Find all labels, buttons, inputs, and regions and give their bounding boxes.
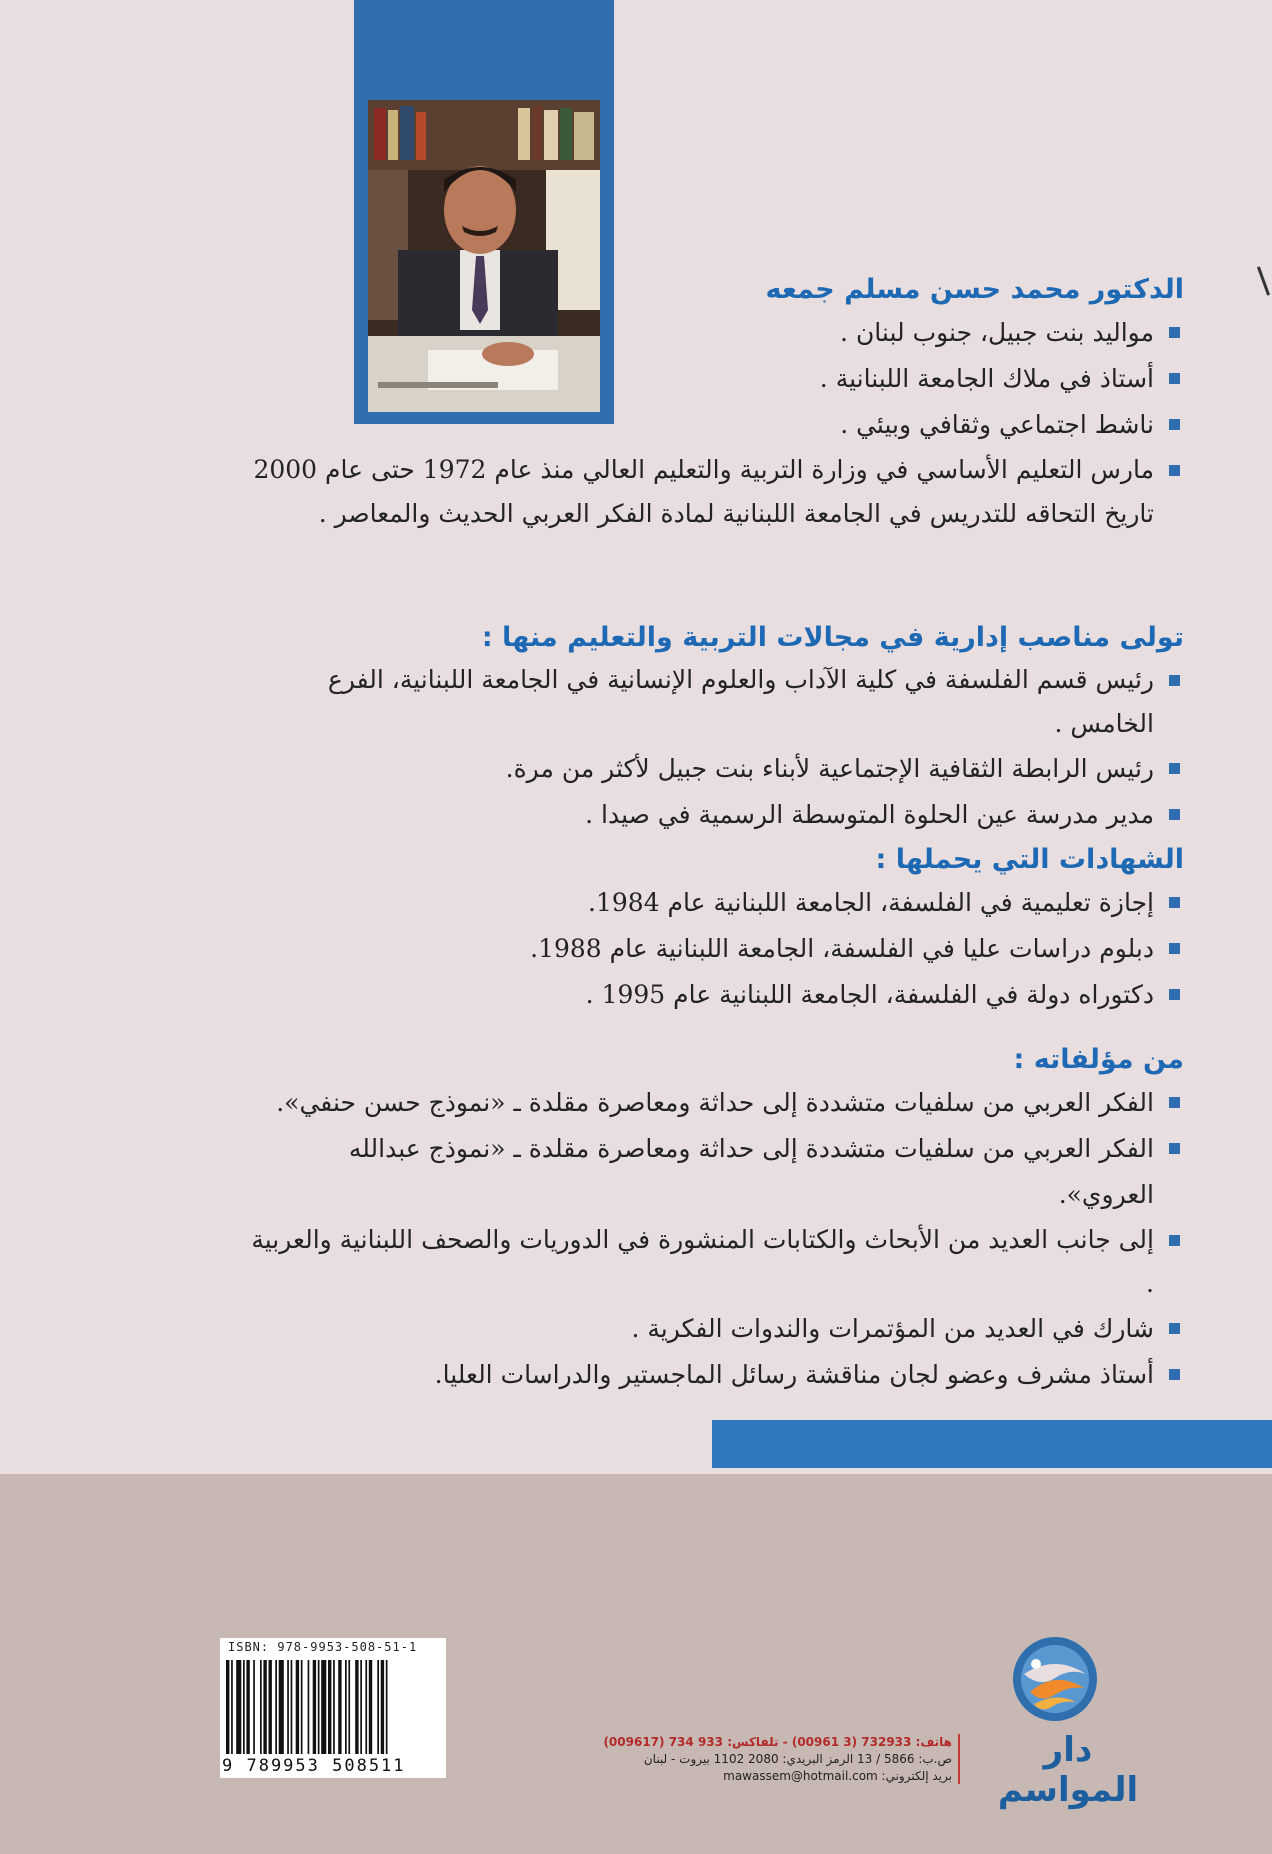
barcode-bar xyxy=(313,1660,316,1754)
bullet-icon xyxy=(1169,327,1180,338)
works-list xyxy=(250,1080,1184,1398)
barcode-bar xyxy=(308,1660,310,1754)
publisher-logo-icon xyxy=(1010,1634,1100,1724)
bullet-icon xyxy=(1169,1369,1180,1380)
list-item: مارس التعليم الأساسي في وزارة التربية والتعليم العالي منذ عام 1972 حتى عام 2000 تاريخ التحاقه للتدريس في الجامعة اللبنانية لمادة الفكر العربي الحديث والمعاصر . xyxy=(250,448,1184,536)
barcode-bar xyxy=(279,1660,284,1754)
barcode-bar xyxy=(377,1660,379,1754)
list-item: أستاذ مشرف وعضو لجان مناقشة رسائل الماجستير والدراسات العليا. xyxy=(250,1352,1184,1398)
publisher-name: دار المواسم xyxy=(997,1730,1139,1810)
positions-section xyxy=(250,618,1184,838)
barcode-bar xyxy=(360,1660,362,1754)
list-item: إلى جانب العديد من الأبحاث والكتابات المنشورة في الدوريات والصحف اللبنانية والعربية . xyxy=(250,1218,1184,1306)
bullet-icon xyxy=(1169,373,1180,384)
barcode-bar xyxy=(236,1660,241,1754)
bullet-icon xyxy=(1169,1235,1180,1246)
barcode-bar xyxy=(381,1660,384,1754)
degrees-section xyxy=(250,840,1184,1018)
barcode-bars xyxy=(226,1660,440,1754)
bullet-icon xyxy=(1169,1143,1180,1154)
barcode-bar xyxy=(345,1660,347,1754)
bullet-icon xyxy=(1169,943,1180,954)
barcode-bar xyxy=(369,1660,372,1754)
barcode-bar xyxy=(386,1660,388,1754)
list-item: دبلوم دراسات عليا في الفلسفة، الجامعة اللبنانية عام 1988. xyxy=(250,926,1184,972)
publisher-block xyxy=(580,1634,1200,1810)
list-item: الفكر العربي من سلفيات متشددة إلى حداثة ومعاصرة مقلدة ـ «نموذج حسن حنفي». xyxy=(250,1080,1184,1126)
publisher-divider xyxy=(958,1734,960,1784)
spine-edge-mark xyxy=(1257,266,1270,295)
barcode-bar xyxy=(287,1660,289,1754)
barcode-digits: 9 789953 508511 xyxy=(222,1756,406,1776)
barcode-bar xyxy=(301,1660,303,1754)
top-blue-band xyxy=(354,0,614,84)
list-item: الفكر العربي من سلفيات متشددة إلى حداثة ومعاصرة مقلدة ـ «نموذج عبدالله العروي». xyxy=(250,1126,1184,1218)
barcode-bar xyxy=(243,1660,245,1754)
footer-band xyxy=(0,1474,1272,1854)
list-item: ناشط اجتماعي وثقافي وبيئي . xyxy=(250,402,1184,448)
degrees-heading: الشهادات التي يحملها : xyxy=(875,844,1184,875)
bullet-icon xyxy=(1169,419,1180,430)
barcode-bar xyxy=(348,1660,350,1754)
works-heading: من مؤلفاته : xyxy=(1013,1044,1184,1075)
barcode-bar xyxy=(365,1660,367,1754)
list-item: رئيس الرابطة الثقافية الإجتماعية لأبناء بنت جبيل لأكثر من مرة. xyxy=(250,746,1184,792)
bullet-icon xyxy=(1169,1323,1180,1334)
list-item: شارك في العديد من المؤتمرات والندوات الفكرية . xyxy=(250,1306,1184,1352)
barcode-bar xyxy=(291,1660,293,1754)
publisher-phone: هاتف: 732933 (3 00961) - تلفاكس: 933 734 (009617) xyxy=(603,1735,952,1749)
bullet-icon xyxy=(1169,809,1180,820)
publisher-contact xyxy=(580,1734,952,1785)
degrees-list xyxy=(250,880,1184,1018)
barcode-bar xyxy=(296,1660,299,1754)
publisher-po-box: ص.ب: 5866 / 13 الرمز البريدي: 2080 1102 بيروت - لبنان xyxy=(643,1752,952,1766)
barcode-bar xyxy=(275,1660,277,1754)
author-section xyxy=(250,270,1184,536)
bullet-icon xyxy=(1169,675,1180,686)
barcode-bar xyxy=(260,1660,262,1754)
barcode-bar xyxy=(253,1660,255,1754)
list-item: رئيس قسم الفلسفة في كلية الآداب والعلوم الإنسانية في الجامعة اللبنانية، الفرع الخامس . xyxy=(250,658,1184,746)
barcode-bar xyxy=(269,1660,272,1754)
author-bio-list xyxy=(250,310,1184,536)
positions-heading: تولى مناصب إدارية في مجالات التربية والتعليم منها : xyxy=(481,622,1184,653)
bullet-icon xyxy=(1169,897,1180,908)
isbn-label: ISBN: 978-9953-508-51-1 xyxy=(228,1640,418,1654)
barcode-bar xyxy=(231,1660,233,1754)
list-item: مدير مدرسة عين الحلوة المتوسطة الرسمية في صيدا . xyxy=(250,792,1184,838)
barcode xyxy=(220,1638,446,1778)
bottom-blue-stripe xyxy=(712,1420,1272,1468)
list-item: دكتوراه دولة في الفلسفة، الجامعة اللبنانية عام 1995 . xyxy=(250,972,1184,1018)
bullet-icon xyxy=(1169,763,1180,774)
bullet-icon xyxy=(1169,465,1180,476)
barcode-bar xyxy=(263,1660,266,1754)
list-item: مواليد بنت جبيل، جنوب لبنان . xyxy=(250,310,1184,356)
publisher-email: بريد إلكتروني: mawassem@hotmail.com xyxy=(723,1769,952,1783)
list-item: إجازة تعليمية في الفلسفة، الجامعة اللبنانية عام 1984. xyxy=(250,880,1184,926)
barcode-bar xyxy=(328,1660,331,1754)
works-section xyxy=(250,1040,1184,1398)
bullet-icon xyxy=(1169,989,1180,1000)
barcode-bar xyxy=(321,1660,326,1754)
barcode-bar xyxy=(318,1660,320,1754)
author-name-heading: الدكتور محمد حسن مسلم جمعه xyxy=(765,274,1184,305)
barcode-bar xyxy=(226,1660,229,1754)
bullet-icon xyxy=(1169,1097,1180,1108)
barcode-bar xyxy=(333,1660,335,1754)
barcode-bar xyxy=(338,1660,341,1754)
list-item: أستاذ في ملاك الجامعة اللبنانية . xyxy=(250,356,1184,402)
positions-list xyxy=(250,658,1184,838)
barcode-bar xyxy=(246,1660,249,1754)
barcode-bar xyxy=(355,1660,358,1754)
